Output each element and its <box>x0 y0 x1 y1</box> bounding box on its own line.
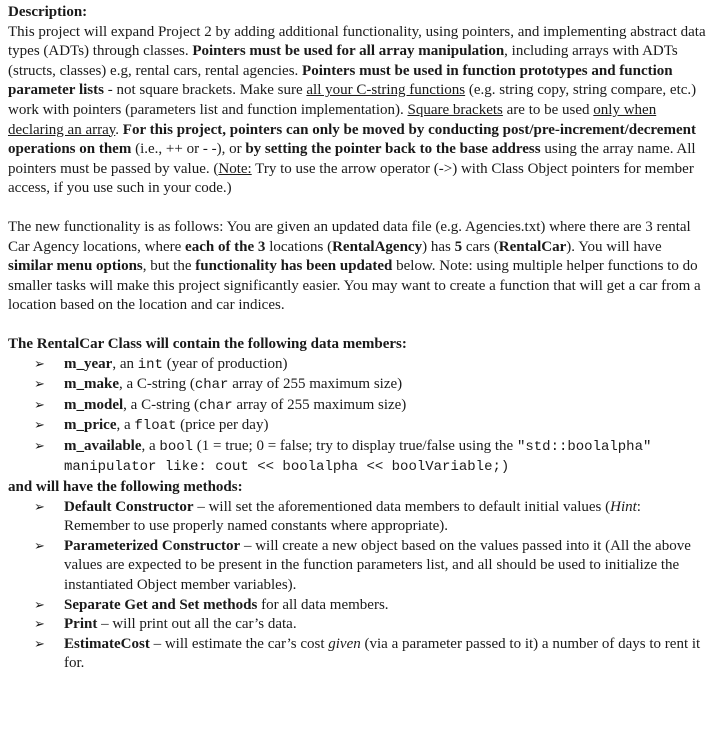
arrow-bullet-icon: ➢ <box>34 356 45 372</box>
member-text: , a <box>141 437 160 454</box>
description-paragraph-1 <box>8 23 709 199</box>
p2-text-7: below. Note: using multiple helper functions to do smaller tasks will make this project significantly easier. You may want to create a function that will get a car from a location based on the location and car indices. <box>8 258 701 314</box>
p1-text-9: Try to use the arrow operator (->) with Class Object pointers for member access, if you use such in your code.) <box>8 160 694 197</box>
p1-bold-2: Pointers must be used in function prototypes and function parameter lists <box>8 62 673 99</box>
list-item <box>34 615 709 635</box>
p1-text-7: (i.e., ++ or - -), or <box>131 141 246 158</box>
member-text: , a C-string ( <box>119 376 195 393</box>
list-item <box>34 355 709 376</box>
p2-text-4: cars ( <box>462 238 499 255</box>
p1-underline-4: Note: <box>218 160 252 177</box>
data-members-list <box>8 355 709 479</box>
method-desc: – will estimate the car’s cost <box>149 635 329 652</box>
member-name: m_price <box>64 417 117 434</box>
arrow-bullet-icon: ➢ <box>34 597 45 613</box>
member-text: , an <box>112 355 138 372</box>
p1-text-1: This project will expand Project 2 by adding additional functionality, using pointers, and implementing abstract data types (ADTs) through classes. <box>8 23 706 60</box>
p2-bold-5: similar menu options <box>8 258 143 275</box>
member-type-code: char <box>194 377 229 394</box>
rentalcar-heading: The RentalCar Class will contain the following data members: <box>8 335 407 352</box>
p1-text-5: are to be used <box>502 101 594 118</box>
member-text: (year of production) <box>162 355 288 372</box>
method-desc: : Remember to use properly named constants where appropriate). <box>64 498 641 535</box>
method-desc: (via a parameter passed to it) a number of days to rent it for. <box>64 635 701 672</box>
method-name: Separate Get and Set methods <box>64 596 258 613</box>
method-desc: – will set the aforementioned data members to default initial values ( <box>193 498 611 515</box>
p2-text-3: ) has <box>422 238 455 255</box>
method-name: Default Constructor <box>64 498 194 515</box>
member-name: m_make <box>64 376 119 393</box>
method-name: Print <box>64 616 98 633</box>
list-item <box>34 416 709 437</box>
given-emphasis: given <box>328 635 361 652</box>
arrow-bullet-icon: ➢ <box>34 499 45 515</box>
list-item <box>34 375 709 396</box>
p2-bold-4: RentalCar <box>498 238 567 255</box>
hint-label: Hint <box>610 498 637 515</box>
description-heading: Description: <box>8 4 88 20</box>
methods-heading: and will have the following methods: <box>8 479 243 496</box>
methods-list <box>8 498 709 674</box>
list-item <box>34 537 709 596</box>
description-paragraph-2 <box>8 218 709 316</box>
p2-bold-1: each of the 3 <box>185 238 266 255</box>
member-type-code: float <box>134 418 177 435</box>
member-text: array of 255 maximum size) <box>228 376 403 393</box>
member-text: , a <box>116 417 135 434</box>
p2-bold-2: RentalAgency <box>332 238 423 255</box>
p1-bold-4: by setting the pointer back to the base address <box>245 141 541 158</box>
member-text: array of 255 maximum size) <box>232 396 407 413</box>
p2-bold-3: 5 <box>454 238 463 255</box>
member-type-code: int <box>137 356 163 373</box>
arrow-bullet-icon: ➢ <box>34 397 45 413</box>
p1-bold-3: For this project, pointers can only be moved by conducting post/pre-increment/decrement operations on them <box>8 121 696 158</box>
method-desc: for all data members. <box>257 596 389 613</box>
p2-text-6: , but the <box>142 258 196 275</box>
arrow-bullet-icon: ➢ <box>34 538 45 554</box>
member-text: (price per day) <box>176 417 269 434</box>
list-item <box>34 437 709 478</box>
member-name: m_year <box>64 355 113 372</box>
p1-text-2: , including arrays with ADTs (structs, classes) e.g, rental cars, rental agencies. <box>8 43 678 79</box>
p2-bold-6: functionality has been updated <box>195 258 393 275</box>
arrow-bullet-icon: ➢ <box>34 377 45 393</box>
list-item <box>34 396 709 417</box>
paragraph-spacer <box>8 316 709 335</box>
p1-text-8: using the array name. All pointers must be passed by value. ( <box>8 141 696 177</box>
member-type-code: bool <box>159 438 194 455</box>
p1-text-4: (e.g. string copy, string compare, etc.) work with pointers (parameters list and function implementation). <box>8 82 697 118</box>
p2-text-2: locations ( <box>265 238 333 255</box>
arrow-bullet-icon: ➢ <box>34 636 45 652</box>
paragraph-spacer <box>8 199 709 218</box>
method-name: EstimateCost <box>64 635 150 652</box>
method-desc: – will print out all the car’s data. <box>97 616 297 633</box>
p1-underline-3: only when declaring an array <box>8 101 657 138</box>
list-item <box>34 596 709 616</box>
p1-text-3: - not square brackets. Make sure <box>103 82 307 99</box>
p1-bold-1: Pointers must be used for all array manipulation <box>192 43 505 60</box>
p2-text-5: ). You will have <box>566 238 662 255</box>
p1-underline-2: Square brackets <box>407 101 503 118</box>
p1-underline-1: all your C-string functions <box>306 82 466 99</box>
boolalpha-code-example: "std::boolalpha" manipulator like: cout << boolalpha << boolVariable;) <box>64 438 652 476</box>
p1-text-6: . <box>115 121 123 138</box>
member-type-code: char <box>199 397 233 414</box>
member-name: m_available <box>64 437 142 454</box>
list-item <box>34 498 709 537</box>
arrow-bullet-icon: ➢ <box>34 617 45 633</box>
arrow-bullet-icon: ➢ <box>34 438 45 454</box>
member-text: (1 = true; 0 = false; try to display true/false using the <box>193 437 517 454</box>
method-desc: – will create a new object based on the values passed into it (All the above values are expected to be present in the function parameters list, and all should be used to initialize the instantiated Object member variables). <box>64 537 691 594</box>
member-name: m_model <box>64 396 124 413</box>
arrow-bullet-icon: ➢ <box>34 418 45 434</box>
p2-text-1: The new functionality is as follows: You are given an updated data file (e.g. Agencies.txt) where there are 3 rental Car Agency locations, where <box>8 218 691 255</box>
list-item <box>34 635 709 674</box>
method-name: Parameterized Constructor <box>64 537 241 554</box>
member-text: , a C-string ( <box>123 396 199 413</box>
